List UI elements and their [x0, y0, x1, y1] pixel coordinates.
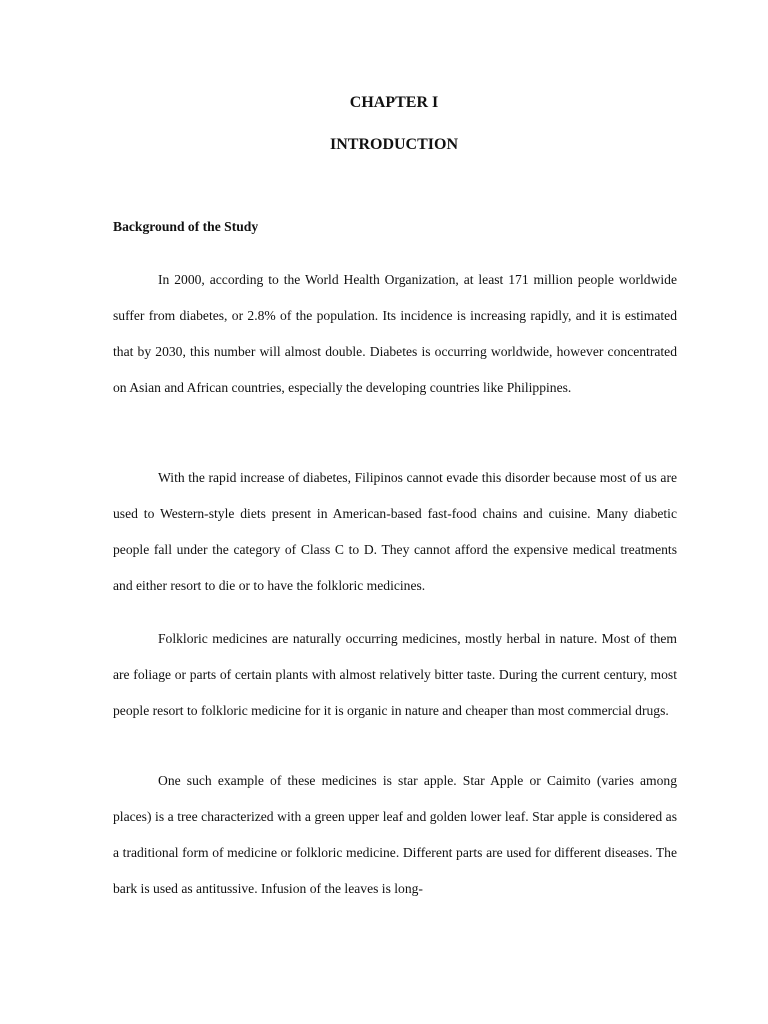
section-heading: Background of the Study — [113, 219, 259, 234]
paragraph: In 2000, according to the World Health Organization, at least 171 million people worldwide suffer from diabetes, or 2.8% of the population. Its incidence is increasing rapidly, and it is estimated that by 2030, this number will almost double. Diabetes is occurring worldwide, however concentrated on Asian and African countries, especially the developing countries like Philippines. — [113, 272, 677, 395]
chapter-title: INTRODUCTION — [329, 136, 458, 153]
chapter-label: CHAPTER I — [349, 94, 439, 111]
paragraph: Folkloric medicines are naturally occurring medicines, mostly herbal in nature. Most of them are foliage or parts of certain plants with almost relatively bitter taste. During the current century, most people resort to folkloric medicine for it is organic in nature and cheaper than most commercial drugs. — [113, 631, 677, 718]
paragraph: One such example of these medicines is star apple. Star Apple or Caimito (varies among places) is a tree characterized with a green upper leaf and golden lower leaf. Star apple is considered as a traditional form of medicine or folkloric medicine. Different parts are used for different diseases. The bark is used as antitussive. Infusion of the leaves is long- — [113, 773, 677, 896]
paragraph: With the rapid increase of diabetes, Filipinos cannot evade this disorder because most of us are used to Western-style diets present in American-based fast-food chains and cuisine. Many diabetic people fall under the category of Class C to D. They cannot afford the expensive medical treatments and either resort to die or to have the folkloric medicines. — [113, 470, 677, 593]
